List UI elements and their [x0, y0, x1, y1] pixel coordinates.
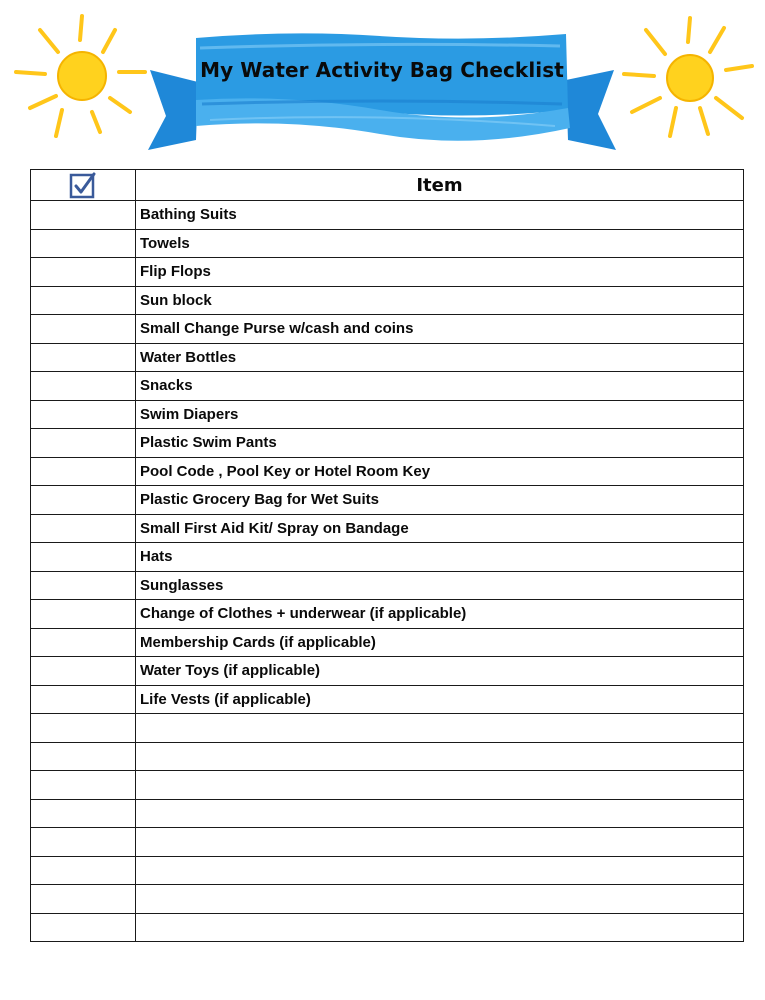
item-cell	[136, 714, 744, 743]
checkbox-cell[interactable]	[31, 571, 136, 600]
item-cell: Swim Diapers	[136, 400, 744, 429]
item-cell	[136, 771, 744, 800]
checklist-table	[30, 169, 744, 942]
checkbox-cell[interactable]	[31, 543, 136, 572]
checkbox-cell[interactable]	[31, 486, 136, 515]
item-cell	[136, 885, 744, 914]
checkbox-cell[interactable]	[31, 372, 136, 401]
table-row	[31, 771, 744, 800]
checkbox-cell[interactable]	[31, 714, 136, 743]
table-row	[31, 657, 744, 686]
checkbox-cell[interactable]	[31, 343, 136, 372]
item-cell: Life Vests (if applicable)	[136, 685, 744, 714]
item-cell: Towels	[136, 229, 744, 258]
header	[0, 0, 765, 165]
checkbox-cell[interactable]	[31, 913, 136, 942]
checkbox-cell[interactable]	[31, 657, 136, 686]
checkbox-cell[interactable]	[31, 600, 136, 629]
item-column-header: Item	[136, 170, 744, 201]
table-row	[31, 400, 744, 429]
table-row	[31, 457, 744, 486]
table-row	[31, 229, 744, 258]
checkbox-cell[interactable]	[31, 514, 136, 543]
table-row	[31, 714, 744, 743]
checkbox-cell[interactable]	[31, 400, 136, 429]
checkbox-cell[interactable]	[31, 457, 136, 486]
table-row	[31, 315, 744, 344]
item-cell	[136, 913, 744, 942]
checkbox-cell[interactable]	[31, 885, 136, 914]
item-cell: Pool Code , Pool Key or Hotel Room Key	[136, 457, 744, 486]
table-row	[31, 372, 744, 401]
item-cell: Bathing Suits	[136, 201, 744, 230]
left-sun-icon	[16, 16, 145, 136]
table-row	[31, 742, 744, 771]
table-header-row	[31, 170, 744, 201]
header-art	[0, 0, 765, 165]
table-row	[31, 571, 744, 600]
check-column-header	[31, 170, 136, 201]
item-cell: Hats	[136, 543, 744, 572]
item-cell: Plastic Grocery Bag for Wet Suits	[136, 486, 744, 515]
checkbox-cell[interactable]	[31, 315, 136, 344]
table-row	[31, 486, 744, 515]
table-row	[31, 856, 744, 885]
checked-checkbox-icon	[68, 170, 98, 200]
item-cell: Plastic Swim Pants	[136, 429, 744, 458]
item-cell	[136, 742, 744, 771]
title-banner	[148, 33, 616, 150]
checkbox-cell[interactable]	[31, 799, 136, 828]
checkbox-cell[interactable]	[31, 856, 136, 885]
table-row	[31, 600, 744, 629]
item-cell	[136, 856, 744, 885]
checkbox-cell[interactable]	[31, 429, 136, 458]
checkbox-cell[interactable]	[31, 229, 136, 258]
checklist-rows	[31, 201, 744, 942]
checkbox-cell[interactable]	[31, 258, 136, 287]
table-row	[31, 628, 744, 657]
item-cell: Snacks	[136, 372, 744, 401]
item-cell: Change of Clothes + underwear (if applicable)	[136, 600, 744, 629]
right-sun-icon	[624, 18, 752, 136]
checkbox-cell[interactable]	[31, 771, 136, 800]
item-cell: Flip Flops	[136, 258, 744, 287]
table-row	[31, 201, 744, 230]
item-cell: Small Change Purse w/cash and coins	[136, 315, 744, 344]
item-cell	[136, 828, 744, 857]
checkbox-cell[interactable]	[31, 201, 136, 230]
table-row	[31, 913, 744, 942]
table-row	[31, 286, 744, 315]
table-row	[31, 799, 744, 828]
checkbox-cell[interactable]	[31, 828, 136, 857]
checkbox-cell[interactable]	[31, 742, 136, 771]
table-row	[31, 885, 744, 914]
item-cell: Water Toys (if applicable)	[136, 657, 744, 686]
table-row	[31, 258, 744, 287]
table-row	[31, 429, 744, 458]
checkbox-cell[interactable]	[31, 685, 136, 714]
table-row	[31, 828, 744, 857]
page-title: My Water Activity Bag Checklist	[200, 58, 564, 82]
table-row	[31, 543, 744, 572]
item-cell: Sun block	[136, 286, 744, 315]
table-row	[31, 514, 744, 543]
item-cell: Small First Aid Kit/ Spray on Bandage	[136, 514, 744, 543]
item-cell: Water Bottles	[136, 343, 744, 372]
item-cell: Membership Cards (if applicable)	[136, 628, 744, 657]
table-row	[31, 343, 744, 372]
item-cell	[136, 799, 744, 828]
checkbox-cell[interactable]	[31, 286, 136, 315]
item-cell: Sunglasses	[136, 571, 744, 600]
table-row	[31, 685, 744, 714]
checkbox-cell[interactable]	[31, 628, 136, 657]
